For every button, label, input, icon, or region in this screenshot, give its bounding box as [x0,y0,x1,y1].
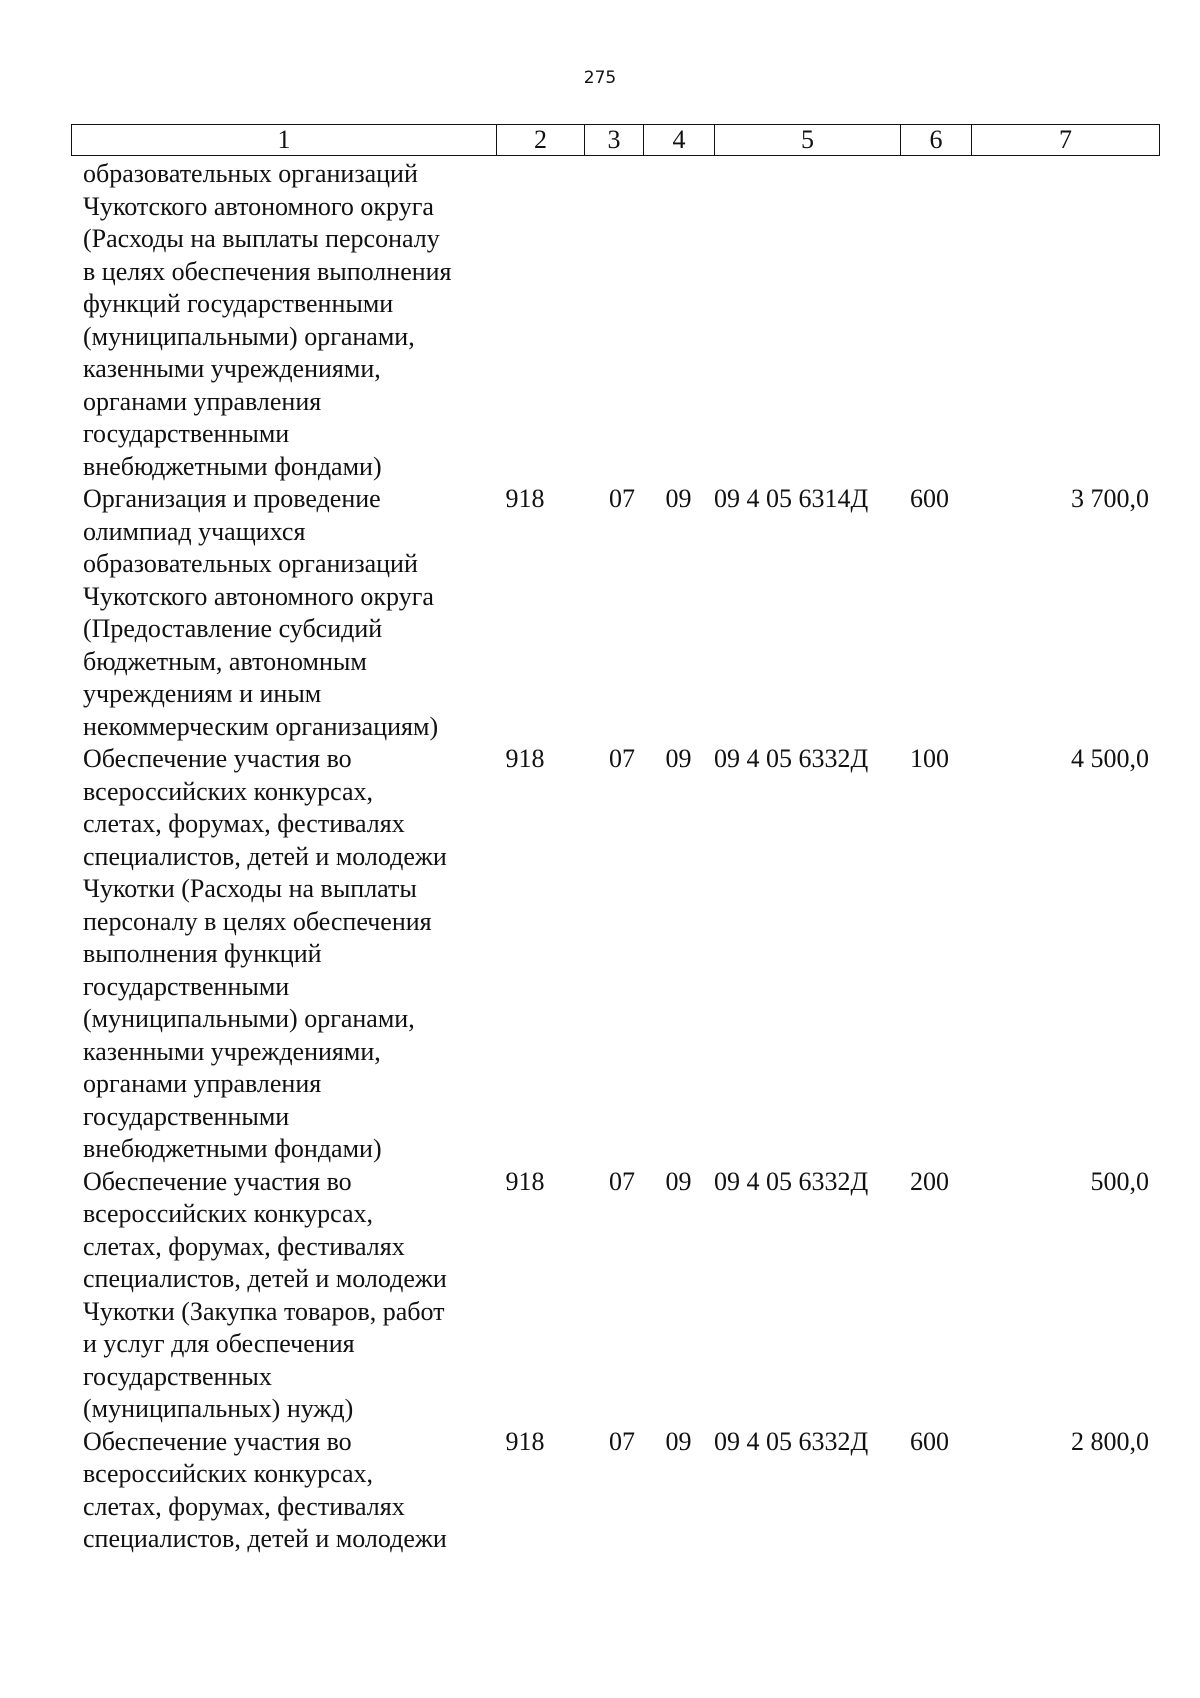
row-section-code: 07 [609,744,635,773]
row-target-article: 09 4 05 6332Д [714,1426,869,1456]
row-section-code: 07 [609,484,635,513]
row-target-article: 09 4 05 6332Д [714,744,869,773]
column-header-4: 4 [644,125,715,156]
row-ministry-code: 918 [505,484,545,513]
row-target-article: 09 4 05 6314Д [714,484,869,513]
column-header-table [71,124,1160,156]
row-amount: 2 800,0 [1071,1426,1149,1456]
row-subsection-code: 09 [665,1166,692,1196]
table-row [71,743,1159,1166]
budget-table-body [71,158,1159,1556]
row-amount: 4 500,0 [1071,744,1149,773]
row-target-article [714,158,900,483]
row-description: Обеспечение участия во всероссийских конкурсах, слетах, форумах, фестивалях специалистов, детей и молодежи Чукотки (Расходы на выплаты персоналу в целях обеспечения выполнения функций государственными (муниципальными) органами, казенными учреждениями, органами управления государственными внебюджетными фондами) [83,744,447,1163]
table-row [71,483,1159,743]
column-header-row [72,125,1160,156]
row-subsection-code [643,158,714,483]
row-ministry-code: 918 [505,744,545,773]
row-section-code: 07 [609,1426,635,1456]
column-header-1: 1 [72,125,497,156]
row-subsection-code: 09 [665,744,692,773]
row-ministry-code [496,158,584,483]
table-row [71,1426,1159,1556]
row-ministry-code: 918 [505,1166,545,1196]
table-row [71,158,1159,483]
column-header-2: 2 [497,125,585,156]
row-expense-type [900,158,971,483]
row-description: образовательных организаций Чукотского автономного округа (Расходы на выплаты персоналу в целях обеспечения выполнения функций государственными (муниципальными) органами, казенными учреждениями, органами управления государственными внебюджетными фондами) [83,159,452,481]
row-ministry-code: 918 [505,1426,545,1456]
row-expense-type: 600 [910,484,949,513]
row-description: Обеспечение участия во всероссийских конкурсах, слетах, форумах, фестивалях специалистов, детей и молодежи [83,1426,447,1553]
row-subsection-code: 09 [665,1426,692,1456]
row-target-article: 09 4 05 6332Д [714,1166,869,1196]
row-section-code [584,158,643,483]
row-expense-type: 200 [910,1166,949,1196]
row-amount: 500,0 [1090,1166,1149,1196]
row-description: Обеспечение участия во всероссийских конкурсах, слетах, форумах, фестивалях специалистов, детей и молодежи Чукотки (Закупка товаров, работ и услуг для обеспечения государственных (муниципальных) нужд) [83,1166,447,1423]
row-amount [971,158,1159,483]
row-amount: 3 700,0 [1071,484,1149,513]
row-description: Организация и проведение олимпиад учащихся образовательных организаций Чукотского автономного округа (Предоставление субсидий бюджетным, автономным учреждениям и иным некоммерческим организациям) [83,484,439,741]
column-header-7: 7 [972,125,1160,156]
row-section-code: 07 [609,1166,635,1196]
column-header-6: 6 [901,125,972,156]
row-expense-type: 600 [910,1426,949,1456]
column-header-5: 5 [715,125,901,156]
row-expense-type: 100 [910,744,949,773]
table-row [71,1166,1159,1426]
column-header-3: 3 [585,125,644,156]
row-subsection-code: 09 [665,484,692,513]
page-number: 275 [583,68,617,88]
